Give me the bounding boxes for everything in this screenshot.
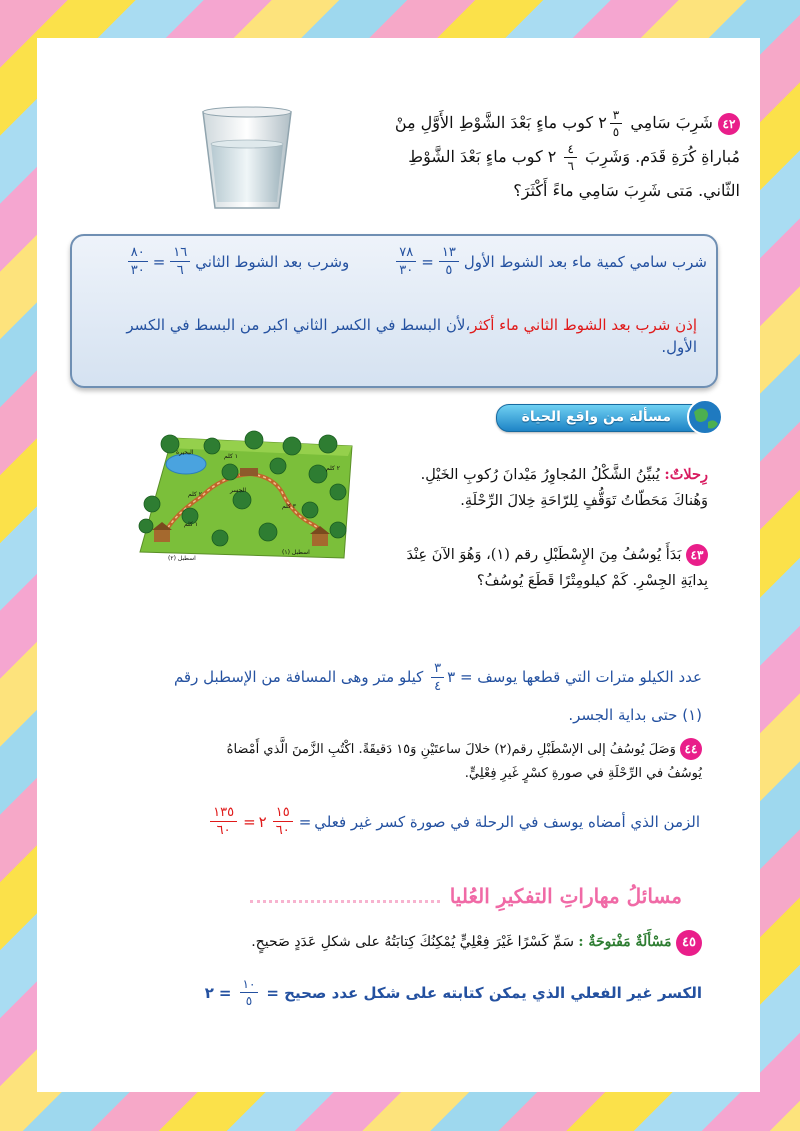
- map-label-bridge: الجسر: [230, 487, 247, 494]
- globe-icon: [686, 398, 724, 436]
- map-distance: ٢ كلم: [326, 465, 340, 472]
- banner-label: مسألة من واقع الحياة: [521, 409, 671, 425]
- answer-42-line2: إذن شرب بعد الشوط الثاني ماء أكثر،لأن البسط في الكسر الثاني اكبر من البسط في الكسر الأول.: [126, 316, 697, 356]
- worksheet-page: [37, 38, 760, 1092]
- question-number-badge: ٤٥: [676, 930, 702, 956]
- map-distance: ١ كلم: [224, 453, 238, 460]
- map-distance: ٢ كلم: [188, 491, 202, 498]
- real-life-problem-banner: [496, 404, 708, 432]
- question-number-badge: ٤٢: [718, 113, 740, 135]
- question-number-badge: ٤٤: [680, 738, 702, 760]
- question-42: ٤٢ شَرِبَ سَامِي $\frac{٣}{٥}$ ٢ كوب ماءٍ بَعْدَ الشَّوْطِ الأَوَّلِ مِنْ مُباراةِ كُرَةِ قَدَم. وَشَرِبَ $\frac{٤}{٦}$ ٢ كوب ماءٍ بَعْدَ الشَّوْطِ الثّاني. مَتى شَرِبَ سَامِي ماءً أَكْثَرَ؟: [394, 108, 740, 200]
- map-distance: ١ كلم: [184, 521, 198, 528]
- map-label-stable-2: اسطبل (٢): [168, 555, 196, 562]
- answer-42-line1: شرب سامي كمية ماء بعد الشوط الأول $\frac{١٣}{٥}$ = $\frac{٧٨}{٣٠}$ وشرب بعد الشوط الثاني $\frac{١٦}{٦}$ = $\frac{٨٠}{٣٠}$: [87, 246, 707, 277]
- map-distance: ٣ كلم: [282, 503, 296, 510]
- question-45: ٤٥ مَسْأَلَةٌ مَفْتوحَةٌ : سَمِّ كَسْرًا غَيْرَ فِعْلِيٍّ يُمْكِنُكَ كِتابَتُهُ على شكلِ عَدَدٍ صَحيحٍ.: [122, 930, 702, 956]
- question-43: ٤٣ بَدَأَ يُوسُفُ مِنَ الإِسْطَبْلِ رقم (١)، وَهُوَ الآنَ عِنْدَ بِدايَةِ الجِسْرِ. كَمْ كيلومِتْرًا قَطَعَ يُوسُفُ؟: [388, 542, 708, 594]
- map-label-lake: البحيرة: [176, 449, 194, 456]
- answer-44: الزمن الذي أمضاه يوسف في الرحلة في صورة كسر غير فعلي = $\frac{١٥}{٦٠}$ ٢ = $\frac{١٣٥}{٦٠}$: [140, 806, 700, 837]
- hots-heading: مسائلُ مهاراتِ التفكيرِ العُليا: [122, 884, 682, 908]
- horse-track-map: [132, 426, 362, 566]
- answer-43: عدد الكيلو مترات التي قطعها يوسف = ٣ $\frac{٣}{٤}$ كيلو متر وهى المسافة من الإسطبل رقم (١) حتى بداية الجسر.: [173, 661, 702, 724]
- map-label-stable-1: اسطبل (١): [282, 549, 310, 556]
- answer-45: الكسر غير الفعلي الذي يمكن كتابته على شكل عدد صحيح = $\frac{١٠}{٥}$ = ٢: [204, 977, 702, 1008]
- question-number-badge: ٤٣: [686, 544, 708, 566]
- trips-intro: رِحلاتٌ: يُبيِّنُ الشَّكْلُ المُجاوِرُ مَيْدانَ رُكوبِ الخَيْلِ. وَهُناكَ مَحَطّاتُ تَوَقُّفٍ لِلرّاحَةِ خِلالَ الرِّحْلَةِ.: [420, 466, 708, 509]
- question-44: ٤٤ وَصَلَ يُوسُفُ إلى الإسْطَبْلِ رقم(٢) خلالَ ساعتَيْنِ وَ١٥ دَقيقَةً. اكْتُبِ الزَّمنَ الَّذي أَمْضاهُ يُوسُفُ في الرِّحْلَةِ في صورةِ كسْرٍ غَيرِ فِعْلِيٍّ.: [142, 738, 702, 786]
- heading-dotted-line: [250, 900, 440, 903]
